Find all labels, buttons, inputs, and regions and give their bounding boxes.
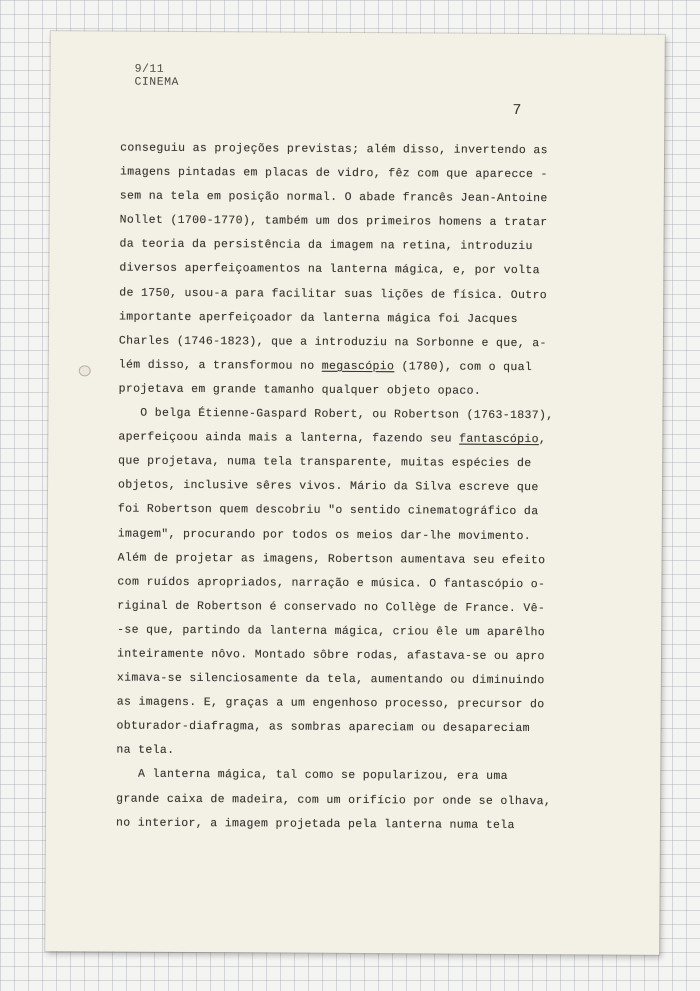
text-segment: lém disso, a transformou no xyxy=(118,358,322,373)
text-line xyxy=(116,715,546,742)
text-segment: Charles (1746-1823), que a introduziu na Sorbonne e que, a- xyxy=(118,334,547,350)
text-segment: projetava em grande tamanho qualquer objeto opaco. xyxy=(118,382,482,398)
text-line xyxy=(119,257,549,284)
document-reference: 9/11 xyxy=(134,62,165,76)
text-line xyxy=(117,667,547,694)
text-segment: ximava-se silenciosamente da tela, aumentando ou diminuindo xyxy=(116,671,545,688)
text-line xyxy=(116,763,546,790)
text-segment: (1780), com o qual xyxy=(394,360,533,374)
text-segment: riginal de Robertson é conservado no Collège de France. Vê- xyxy=(117,599,546,615)
text-segment: aperfeiçoou ainda mais a lanterna, fazendo seu xyxy=(118,430,460,446)
text-segment: A lanterna mágica, tal como se popularizou, era uma xyxy=(116,767,508,784)
text-line xyxy=(119,353,549,380)
text-line xyxy=(120,209,550,236)
text-line xyxy=(118,498,548,525)
text-segment: com ruídos apropriados, narração e música. O fantascópio o- xyxy=(117,575,546,591)
underlined-term: fantascópio xyxy=(459,432,539,447)
text-segment: foi Robertson quem descobriu "o sentido cinematográfico da xyxy=(117,502,539,519)
text-line xyxy=(120,161,550,188)
text-line xyxy=(119,377,549,404)
text-line xyxy=(118,522,548,549)
body-text xyxy=(115,137,554,838)
page-header xyxy=(134,63,179,89)
text-line xyxy=(118,474,548,501)
text-line xyxy=(120,185,550,212)
text-line xyxy=(117,618,547,645)
text-segment: -se que, partindo da lanterna mágica, criou êle um aparêlho xyxy=(117,623,546,640)
text-segment: na tela. xyxy=(116,743,175,758)
text-segment: no interior, a imagem projetada pela lanterna numa tela xyxy=(115,816,515,832)
text-segment: , xyxy=(538,433,547,447)
punch-hole xyxy=(79,365,91,376)
text-line xyxy=(116,739,546,766)
text-segment: as imagens. E, graças a um engenhoso processo, precursor do xyxy=(116,695,545,712)
page-number: 7 xyxy=(512,101,522,120)
text-line xyxy=(118,546,548,573)
underlined-term: megascópio xyxy=(321,359,395,374)
text-segment: imagem", procurando por todos os meios dar-lhe movimento. xyxy=(117,527,532,543)
text-line xyxy=(117,570,547,597)
section-title: CINEMA xyxy=(134,75,179,89)
text-segment: sem na tela em posição normal. O abade francês Jean-Antoine xyxy=(119,189,548,206)
text-line xyxy=(119,329,549,356)
typewritten-page xyxy=(45,31,665,955)
text-segment: da teoria da persistência da imagem na retina, introduziu xyxy=(119,237,533,254)
text-segment: de 1750, usou-a para facilitar suas lições de física. Outro xyxy=(119,286,548,302)
text-segment: O belga Étienne-Gaspard Robert, ou Robertson (1763-1837), xyxy=(118,406,554,423)
text-line xyxy=(117,643,547,670)
text-segment: Nollet (1700-1770), também um dos primeiros homens a tratar xyxy=(119,213,548,230)
text-line xyxy=(119,281,549,308)
text-segment: inteiramente nôvo. Montado sôbre rodas, afastava-se ou apro xyxy=(116,647,545,664)
text-segment: conseguiu as projeções previstas; além disso, invertendo as xyxy=(120,141,548,158)
text-segment: Além de projetar as imagens, Robertson aumentava seu efeito xyxy=(117,551,546,567)
text-line xyxy=(118,426,548,453)
text-segment: importante aperfeiçoador da lanterna mágica foi Jacques xyxy=(119,310,518,326)
text-line xyxy=(116,787,552,814)
text-segment: diversos aperfeiçoamentos na lanterna mágica, e, por volta xyxy=(119,262,540,278)
text-line xyxy=(118,450,548,477)
text-segment: objetos, inclusive sêres vivos. Mário da Silva escreve que xyxy=(118,478,539,495)
text-segment: obturador-diafragma, as sombras apareciam ou desapareciam xyxy=(116,719,530,736)
text-line xyxy=(119,233,549,260)
text-line xyxy=(116,811,546,838)
text-line xyxy=(117,594,547,621)
text-segment: que projetava, numa tela transparente, muitas espécies de xyxy=(118,454,532,471)
text-segment: grande caixa de madeira, com um orifício por onde se olhava, xyxy=(116,792,552,808)
text-segment: imagens pintadas em placas de vidro, fêz com que aparecce - xyxy=(119,165,548,182)
text-line xyxy=(118,402,554,429)
text-line xyxy=(119,305,549,332)
text-line xyxy=(120,137,550,164)
text-line xyxy=(117,691,547,718)
